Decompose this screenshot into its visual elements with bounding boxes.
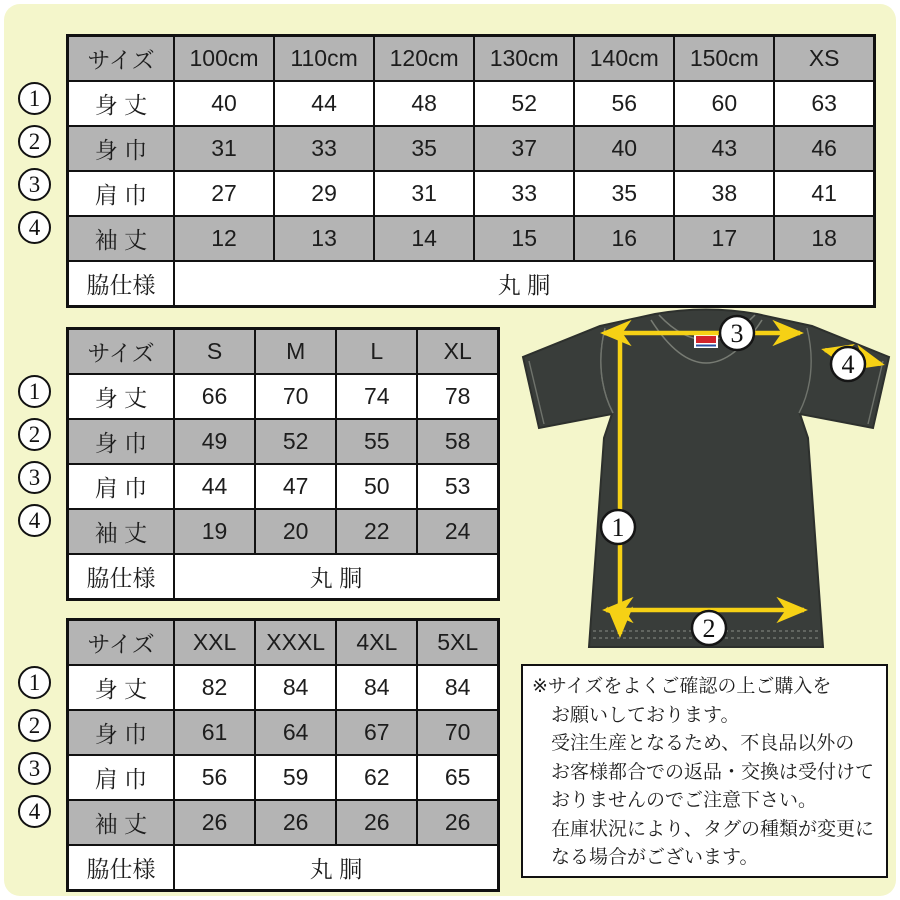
size-value: 55 <box>336 419 417 464</box>
size-header-label: サイズ <box>68 36 175 82</box>
size-value: 13 <box>274 216 374 261</box>
size-value: 52 <box>255 419 336 464</box>
size-column-header: 110cm <box>274 36 374 82</box>
size-value: 67 <box>336 710 417 755</box>
note-line: お客様都合での返品・交換は受付けて <box>551 761 875 783</box>
size-value: 78 <box>417 374 498 419</box>
size-value: 84 <box>255 665 336 710</box>
size-column-header: 130cm <box>474 36 574 82</box>
measurement-label: 袖 丈 <box>68 509 175 554</box>
note-line: 受注生産となるため、不良品以外の <box>551 733 855 754</box>
measurement-label: 身 巾 <box>68 710 175 755</box>
note-line: ※サイズをよくご確認の上ご購入を <box>532 676 832 697</box>
note-line: おりませんのでご注意下さい。 <box>551 790 818 811</box>
row-marker-4: 4 <box>18 211 51 244</box>
row-marker-1: 1 <box>18 375 51 408</box>
size-value: 26 <box>417 800 498 845</box>
size-value: 44 <box>174 464 255 509</box>
size-value: 20 <box>255 509 336 554</box>
measurement-label: 身 丈 <box>68 665 175 710</box>
note-line: お願いしております。 <box>551 704 740 726</box>
size-column-header: XS <box>774 36 874 82</box>
side-spec-label: 脇仕様 <box>68 845 175 891</box>
size-value: 66 <box>174 374 255 419</box>
size-value: 63 <box>774 81 874 126</box>
size-value: 58 <box>417 419 498 464</box>
size-value: 35 <box>574 171 674 216</box>
size-value: 40 <box>174 81 274 126</box>
size-value: 35 <box>374 126 474 171</box>
size-value: 56 <box>174 755 255 800</box>
size-table <box>66 34 876 308</box>
size-value: 60 <box>674 81 774 126</box>
size-value: 12 <box>174 216 274 261</box>
size-value: 61 <box>174 710 255 755</box>
table-footer-row <box>68 554 499 600</box>
row-marker-3: 3 <box>18 168 51 201</box>
size-value: 50 <box>336 464 417 509</box>
size-value: 33 <box>274 126 374 171</box>
size-value: 56 <box>574 81 674 126</box>
measurement-label: 袖 丈 <box>68 216 175 261</box>
size-value: 53 <box>417 464 498 509</box>
table-row <box>68 800 499 845</box>
size-column-header: XXXL <box>255 620 336 666</box>
table-row <box>68 755 499 800</box>
size-column-header: 5XL <box>417 620 498 666</box>
size-value: 29 <box>274 171 374 216</box>
size-value: 43 <box>674 126 774 171</box>
size-column-header: L <box>336 329 417 375</box>
size-column-header: 4XL <box>336 620 417 666</box>
row-marker-2: 2 <box>18 709 51 742</box>
size-value: 33 <box>474 171 574 216</box>
size-value: 52 <box>474 81 574 126</box>
shirt-badge: 1 <box>611 513 625 542</box>
side-spec-label: 脇仕様 <box>68 554 175 600</box>
brand-tag <box>694 334 718 348</box>
size-value: 59 <box>255 755 336 800</box>
size-value: 19 <box>174 509 255 554</box>
size-value: 65 <box>417 755 498 800</box>
size-value: 14 <box>374 216 474 261</box>
size-value: 17 <box>674 216 774 261</box>
size-header-label: サイズ <box>68 329 175 375</box>
size-value: 47 <box>255 464 336 509</box>
size-table <box>66 618 500 892</box>
size-value: 84 <box>417 665 498 710</box>
size-column-header: XXL <box>174 620 255 666</box>
row-marker-4: 4 <box>18 504 51 537</box>
table-row <box>68 126 875 171</box>
size-value: 26 <box>255 800 336 845</box>
size-table <box>66 327 500 601</box>
side-spec-value: 丸 胴 <box>174 554 499 600</box>
size-column-header: 120cm <box>374 36 474 82</box>
size-value: 27 <box>174 171 274 216</box>
measurement-label: 身 巾 <box>68 419 175 464</box>
measurement-label: 肩 巾 <box>68 171 175 216</box>
size-value: 46 <box>774 126 874 171</box>
shirt-badge: 2 <box>702 614 716 643</box>
size-value: 26 <box>174 800 255 845</box>
measurement-label: 肩 巾 <box>68 464 175 509</box>
table-row <box>68 81 875 126</box>
purchase-note-box <box>521 664 888 878</box>
size-value: 40 <box>574 126 674 171</box>
row-marker-3: 3 <box>18 752 51 785</box>
row-marker-1: 1 <box>18 82 51 115</box>
size-value: 22 <box>336 509 417 554</box>
size-value: 31 <box>374 171 474 216</box>
size-value: 84 <box>336 665 417 710</box>
table-row <box>68 216 875 261</box>
size-value: 74 <box>336 374 417 419</box>
table-row <box>68 665 499 710</box>
side-spec-label: 脇仕様 <box>68 261 175 307</box>
tshirt-measurement-diagram <box>505 300 900 690</box>
measurement-label: 袖 丈 <box>68 800 175 845</box>
shirt-badge: 3 <box>730 319 744 348</box>
size-value: 41 <box>774 171 874 216</box>
size-value: 18 <box>774 216 874 261</box>
size-value: 24 <box>417 509 498 554</box>
measurement-label: 肩 巾 <box>68 755 175 800</box>
note-line: なる場合がございます。 <box>551 847 759 868</box>
size-value: 38 <box>674 171 774 216</box>
table-row <box>68 710 499 755</box>
measurement-label: 身 丈 <box>68 374 175 419</box>
size-column-header: S <box>174 329 255 375</box>
row-marker-2: 2 <box>18 418 51 451</box>
size-value: 64 <box>255 710 336 755</box>
size-value: 82 <box>174 665 255 710</box>
size-column-header: M <box>255 329 336 375</box>
size-value: 15 <box>474 216 574 261</box>
row-marker-2: 2 <box>18 125 51 158</box>
row-marker-1: 1 <box>18 666 51 699</box>
measurement-label: 身 巾 <box>68 126 175 171</box>
size-column-header: 140cm <box>574 36 674 82</box>
size-value: 37 <box>474 126 574 171</box>
size-value: 62 <box>336 755 417 800</box>
size-column-header: 150cm <box>674 36 774 82</box>
size-value: 48 <box>374 81 474 126</box>
size-value: 26 <box>336 800 417 845</box>
size-value: 16 <box>574 216 674 261</box>
size-value: 44 <box>274 81 374 126</box>
table-row <box>68 419 499 464</box>
size-value: 49 <box>174 419 255 464</box>
table-row <box>68 374 499 419</box>
table-footer-row <box>68 845 499 891</box>
side-spec-value: 丸 胴 <box>174 845 499 891</box>
row-marker-4: 4 <box>18 795 51 828</box>
size-value: 70 <box>417 710 498 755</box>
shirt-badge: 4 <box>841 350 855 379</box>
size-value: 31 <box>174 126 274 171</box>
table-row <box>68 509 499 554</box>
size-value: 70 <box>255 374 336 419</box>
size-column-header: 100cm <box>174 36 274 82</box>
size-column-header: XL <box>417 329 498 375</box>
table-row <box>68 171 875 216</box>
row-marker-3: 3 <box>18 461 51 494</box>
table-row <box>68 464 499 509</box>
measurement-label: 身 丈 <box>68 81 175 126</box>
size-header-label: サイズ <box>68 620 175 666</box>
note-line: 在庫状況により、タグの種類が変更に <box>551 818 875 840</box>
side-spec-value: 丸 胴 <box>174 261 875 307</box>
